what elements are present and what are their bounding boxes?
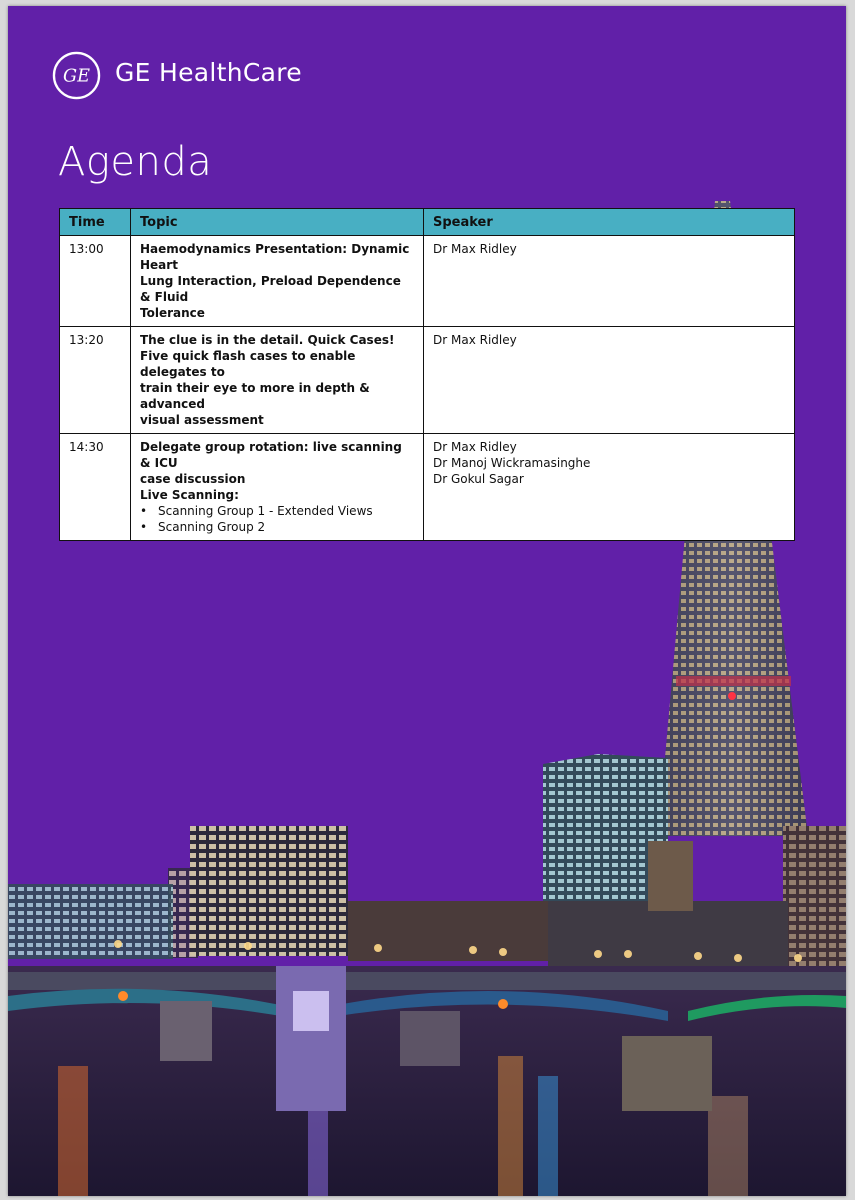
page-title: Agenda: [58, 139, 213, 185]
scanning-group-list: [140, 503, 414, 535]
topic-line: Lung Interaction, Preload Dependence & Fluid: [140, 274, 401, 304]
speaker-name: Dr Max Ridley: [433, 333, 517, 347]
topic-cell: [131, 434, 424, 541]
speaker-name: Dr Max Ridley: [433, 440, 517, 454]
svg-text:GE: GE: [63, 66, 90, 87]
topic-line: Five quick flash cases to enable delegates to: [140, 349, 356, 379]
speaker-name: Dr Manoj Wickramasinghe: [433, 456, 591, 470]
table-row: [60, 327, 795, 434]
speaker-cell: [424, 327, 795, 434]
agenda-page: [8, 6, 846, 1196]
brand-name: GE HealthCare: [115, 58, 302, 87]
topic-line: Live Scanning:: [140, 488, 239, 502]
topic-line: Haemodynamics Presentation: Dynamic Heart: [140, 242, 410, 272]
table-header-row: [60, 209, 795, 236]
time-cell: 13:20: [60, 327, 131, 434]
topic-cell: [131, 327, 424, 434]
topic-line: train their eye to more in depth & advanced: [140, 381, 370, 411]
time-cell: 14:30: [60, 434, 131, 541]
topic-cell: [131, 236, 424, 327]
table-row: [60, 236, 795, 327]
time-cell: 13:00: [60, 236, 131, 327]
topic-line: case discussion: [140, 472, 246, 486]
header-time: Time: [60, 209, 131, 236]
list-item: • Scanning Group 2: [140, 519, 414, 535]
speaker-name: Dr Max Ridley: [433, 242, 517, 256]
topic-line: The clue is in the detail. Quick Cases!: [140, 333, 395, 347]
topic-line: visual assessment: [140, 413, 264, 427]
speaker-cell: [424, 434, 795, 541]
table-row: [60, 434, 795, 541]
topic-line: Tolerance: [140, 306, 205, 320]
agenda-table: [59, 208, 795, 541]
header-speaker: Speaker: [424, 209, 795, 236]
header-topic: Topic: [131, 209, 424, 236]
speaker-name: Dr Gokul Sagar: [433, 472, 524, 486]
speaker-cell: [424, 236, 795, 327]
list-item: • Scanning Group 1 - Extended Views: [140, 503, 414, 519]
ge-monogram-icon: [52, 51, 101, 100]
bridge-deck: [8, 972, 846, 990]
office-block: [190, 826, 348, 956]
topic-line: Delegate group rotation: live scanning & ICU: [140, 440, 402, 470]
